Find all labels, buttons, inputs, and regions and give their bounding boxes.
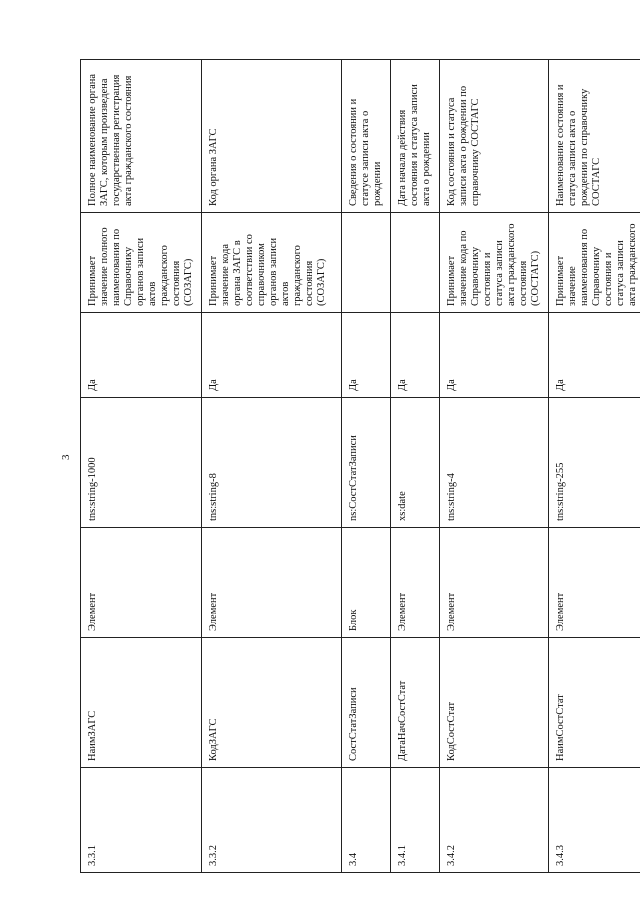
row-number: 3.3.2 [202,768,342,873]
element-type: ns:СостСтатЗаписи [342,398,391,528]
format-note [391,213,440,313]
description: Наименование состояния и статуса записи акта о рождении по справочнику СОСТАГС [549,60,640,213]
document-table [80,59,640,873]
rotated-table-container [80,60,638,873]
element-type: xs:date [391,398,440,528]
row-number: 3.3.1 [81,768,202,873]
element-kind: Элемент [440,528,549,638]
format-note: Принимает значение кода по Справочнику состояния и статуса записи акта гражданского состояния (СОСТАГС) [440,213,549,313]
element-name: НаимСостСтат [549,638,640,768]
element-name: СостСтатЗаписи [342,638,391,768]
row-number: 3.4.1 [391,768,440,873]
element-type: tns:string-255 [549,398,640,528]
element-kind: Блок [342,528,391,638]
page-number: 3 [60,454,72,460]
description: Дата начала действия состояния и статуса записи акта о рождении [391,60,440,213]
element-name: НаимЗАГС [81,638,202,768]
required-flag: Да [202,313,342,398]
format-note: Принимает значение наименования по Справочнику состояния и статуса записи акта гражданского [549,213,640,313]
required-flag: Да [440,313,549,398]
element-name: ДатаНачСостСтат [391,638,440,768]
description: Код органа ЗАГС [202,60,342,213]
required-flag: Да [391,313,440,398]
row-number: 3.4.3 [549,768,640,873]
format-note [342,213,391,313]
format-note: Принимает значение полного наименования по Справочнику органов записи актов гражданского состояния (СОЗАГС) [81,213,202,313]
format-note: Принимает значение кода органа ЗАГС в соответствии со справочником органов записи актов гражданского состояния (СОЗАГС) [202,213,342,313]
table-row [440,60,549,873]
table-row [342,60,391,873]
table-row [391,60,440,873]
element-name: КодСостСтат [440,638,549,768]
description: Сведения о состоянии и статусе записи акта о рождении [342,60,391,213]
description: Полное наименование органа ЗАГС, которым произведена государственная регистрация акта гражданского состояния [81,60,202,213]
table-row [81,60,202,873]
element-name: КодЗАГС [202,638,342,768]
row-number: 3.4.2 [440,768,549,873]
element-kind: Элемент [549,528,640,638]
row-number: 3.4 [342,768,391,873]
element-kind: Элемент [81,528,202,638]
table-row [202,60,342,873]
element-type: tns:string-1000 [81,398,202,528]
required-flag: Да [81,313,202,398]
element-type: tns:string-4 [440,398,549,528]
table-row [549,60,640,873]
required-flag: Да [549,313,640,398]
description: Код состояния и статуса записи акта о рождении по справочнику СОСТАГС [440,60,549,213]
element-type: tns:string-8 [202,398,342,528]
required-flag: Да [342,313,391,398]
element-kind: Элемент [202,528,342,638]
element-kind: Элемент [391,528,440,638]
